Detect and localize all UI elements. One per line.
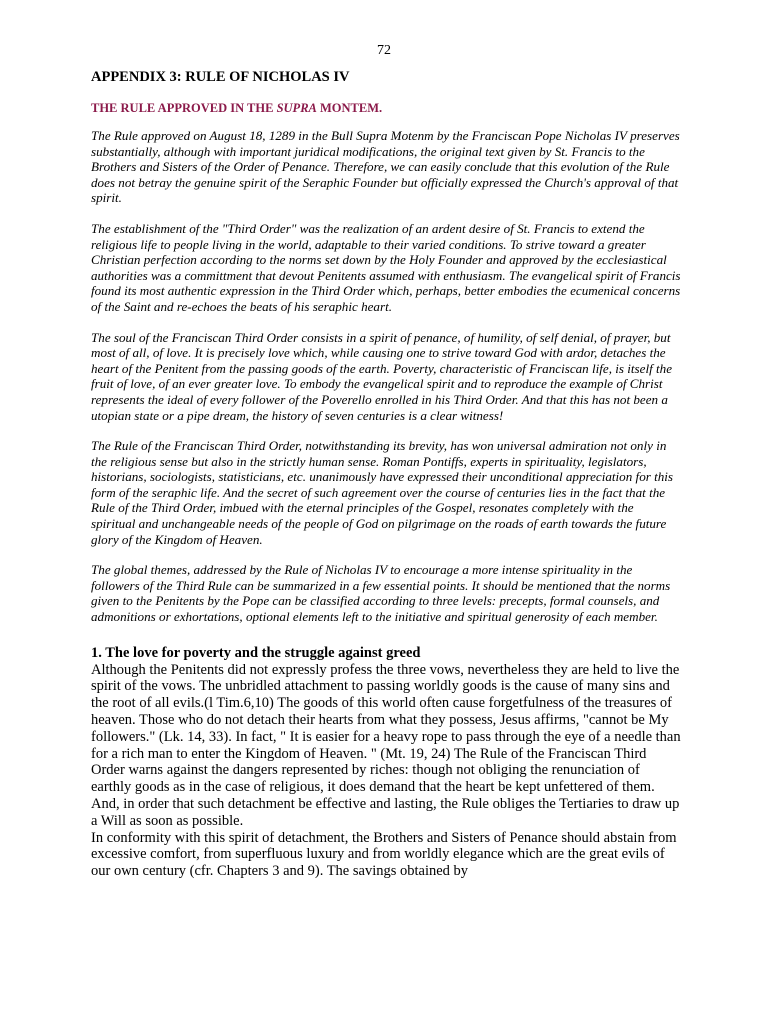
body-paragraph: In conformity with this spirit of detachment, the Brothers and Sisters of Penance should abstain from excessive comfort, from superfluous luxury and from worldly elegance which are the great evils of our own century (cfr. Chapters 3 and 9). The savings obtained by (91, 829, 677, 880)
page-number: 72 (377, 43, 391, 58)
intro-paragraph: The global themes, addressed by the Rule of Nicholas IV to encourage a more intense spirituality in the followers of the Third Rule can be summarized in a few essential points. It should be mentioned that the norms given to the Penitents by the Pope can be classified according to three levels: precepts, formal counsels, and admonitions or exhortations, optional elements left to the initiative and spiritual generosity of each member. (91, 562, 671, 625)
intro-paragraph: The soul of the Franciscan Third Order consists in a spirit of penance, of humility, of self denial, of prayer, but most of all, of love. It is precisely love which, while causing one to strive toward God with ardor, detaches the heart of the Penitent from the passing goods of the earth. Poverty, characteristic of Franciscan life, is itself the fruit of love, of an ever greater love. To embody the evangelical spirit and to reproduce the example of Christ represents the ideal of every follower of the Poverello enrolled in his Third Order. And that this has not been a utopian state or a pipe dream, the history of seven centuries is a clear witness! (91, 329, 673, 423)
section-title-before: THE RULE APPROVED IN THE (91, 101, 277, 115)
intro-paragraph: The Rule of the Franciscan Third Order, notwithstanding its brevity, has won universal admiration not only in the religious sense but also in the strictly human sense. Roman Pontiffs, experts in spirituality, legislators, historians, sociologists, statisticians, etc. unanimously have expressed their unconditional appreciation for this form of the seraphic life. And the secret of such agreement over the course of centuries lies in the fact that the Rule of the Third Order, imbued with the eternal principles of the Gospel, resonates completely with the spiritual and unchangeable needs of the people of God on pilgrimage on the roads of earth towards the future glory of the Kingdom of Heaven. (91, 438, 674, 547)
subheading-poverty: 1. The love for poverty and the struggle against greed (91, 644, 421, 661)
intro-paragraph: The Rule approved on August 18, 1289 in the Bull Supra Motenm by the Franciscan Pope Nicholas IV preserves substantially, although with important juridical modifications, the original text given by St. Francis to the Brothers and Sisters of the Order of Penance. Therefore, we can easily conclude that this evolution of the Rule does not betray the genuine spirit of the Seraphic Founder but officially expressed the Church's approval of that spirit. (91, 128, 680, 206)
body-paragraph: Although the Penitents did not expressly profess the three vows, nevertheless they are held to live the spirit of the vows. The unbridled attachment to passing worldly goods is the cause of many sins and the root of all evils.(l Tim.6,10) The goods of this world often cause forgetfulness of the treasures of heaven. Those who do not detach their hearts from what they possess, Jesus affirms, "cannot be My followers." (Lk. 14, 33). In fact, " It is easier for a heavy rope to pass through the eye of a needle than for a rich man to enter the Kingdom of Heaven. " (Mt. 19, 24) The Rule of the Franciscan Third Order warns against the dangers represented by riches: though not obliging the renunciation of earthly goods as in the case of religious, it does demand that the heart be kept unfettered of them. And, in order that such detachment be effective and lasting, the Rule obliges the Tertiaries to draw up a Will as soon as possible. (91, 661, 681, 829)
section-title (91, 100, 681, 116)
intro-paragraph: The establishment of the "Third Order" was the realization of an ardent desire of St. Francis to extend the religious life to people living in the world, adaptable to their varied conditions. To strive toward a greater Christian perfection according to the norms set down by the Holy Founder and approved by the ecclesiastical authorities was a committment that devout Penitents assumed with enthusiasm. The evangelical spirit of Francis found its most authentic expression in the Third Order which, perhaps, better embodies the ecumenical concerns of the Saint and re-echoes the beats of his seraphic heart. (91, 220, 681, 314)
section-title-after: MONTEM. (316, 101, 383, 115)
section-title-emphasis: SUPRA (276, 101, 317, 115)
document-body (91, 68, 681, 880)
appendix-title: APPENDIX 3: RULE OF NICHOLAS IV (91, 69, 350, 85)
